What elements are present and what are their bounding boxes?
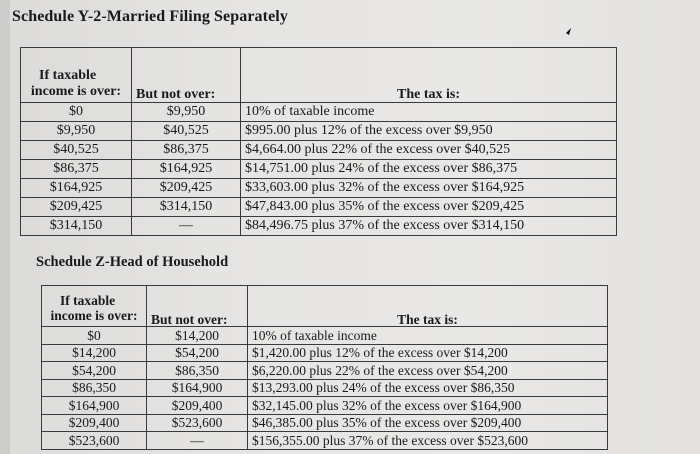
cell-income-over: $54,200 <box>42 362 147 380</box>
table-header-row <box>42 286 608 327</box>
cell-tax: $32,145.00 plus 32% of the excess over $164,900 <box>248 397 608 415</box>
table-row <box>21 141 617 160</box>
schedule-y-title: Schedule Y-2-Married Filing Separately <box>12 8 288 25</box>
table-row <box>21 217 617 236</box>
table-row <box>21 122 617 141</box>
schedule-z-title: Schedule Z-Head of Household <box>36 254 229 270</box>
schedule-y-table <box>20 47 617 236</box>
schedule-y-body <box>21 48 617 236</box>
table-row <box>42 327 608 345</box>
cell-not-over: $9,950 <box>132 103 241 122</box>
page-edge <box>0 0 10 454</box>
cell-not-over: $209,425 <box>132 179 241 198</box>
cell-not-over: $86,350 <box>147 362 248 380</box>
table-row <box>42 397 608 415</box>
table-header-row <box>21 48 617 103</box>
cell-tax: $46,385.00 plus 35% of the excess over $209,400 <box>248 414 608 432</box>
cell-income-over: $164,925 <box>21 179 132 198</box>
cell-not-over: — <box>132 217 241 236</box>
cell-income-over: $164,900 <box>42 397 147 415</box>
cell-income-over: $14,200 <box>42 344 147 362</box>
cell-tax: $47,843.00 plus 35% of the excess over $209,425 <box>241 198 617 217</box>
cell-income-over: $314,150 <box>21 217 132 236</box>
table-row <box>42 432 608 450</box>
header-not-over: But not over: <box>132 48 241 103</box>
header-tax-is: The tax is: <box>241 48 617 103</box>
mouse-pointer-icon <box>559 26 573 40</box>
cell-not-over: $14,200 <box>147 327 248 345</box>
cell-income-over: $209,400 <box>42 414 147 432</box>
cell-income-over: $209,425 <box>21 198 132 217</box>
cell-not-over: $314,150 <box>132 198 241 217</box>
cell-tax: $33,603.00 plus 32% of the excess over $164,925 <box>241 179 617 198</box>
header-income-over: If taxable income is over: <box>21 48 132 103</box>
schedule-z-table <box>41 285 608 450</box>
cell-income-over: $523,600 <box>42 432 147 450</box>
cell-not-over: $209,400 <box>147 397 248 415</box>
cell-not-over: $164,925 <box>132 160 241 179</box>
table-row <box>42 414 608 432</box>
table-row <box>21 103 617 122</box>
table-row <box>42 379 608 397</box>
header-income-over: If taxable income is over: <box>42 286 147 327</box>
cell-not-over: $164,900 <box>147 379 248 397</box>
cell-income-over: $86,350 <box>42 379 147 397</box>
schedule-z-body <box>42 286 608 450</box>
cell-not-over: — <box>147 432 248 450</box>
table-row <box>42 344 608 362</box>
cell-income-over: $9,950 <box>21 122 132 141</box>
cell-tax: $995.00 plus 12% of the excess over $9,950 <box>241 122 617 141</box>
cell-not-over: $54,200 <box>147 344 248 362</box>
cell-tax: $6,220.00 plus 22% of the excess over $54,200 <box>248 362 608 380</box>
cell-tax: $156,355.00 plus 37% of the excess over $523,600 <box>248 432 608 450</box>
table-row <box>42 362 608 380</box>
cell-not-over: $523,600 <box>147 414 248 432</box>
header-tax-is: The tax is: <box>248 286 608 327</box>
cell-tax: $14,751.00 plus 24% of the excess over $86,375 <box>241 160 617 179</box>
cell-tax: $4,664.00 plus 22% of the excess over $40,525 <box>241 141 617 160</box>
header-not-over: But not over: <box>147 286 248 327</box>
cell-tax: $1,420.00 plus 12% of the excess over $14,200 <box>248 344 608 362</box>
cell-not-over: $40,525 <box>132 122 241 141</box>
table-row <box>21 198 617 217</box>
cell-income-over: $40,525 <box>21 141 132 160</box>
table-row <box>21 160 617 179</box>
cell-tax: $13,293.00 plus 24% of the excess over $86,350 <box>248 379 608 397</box>
cell-tax: $84,496.75 plus 37% of the excess over $314,150 <box>241 217 617 236</box>
table-row <box>21 179 617 198</box>
cell-not-over: $86,375 <box>132 141 241 160</box>
cell-income-over: $86,375 <box>21 160 132 179</box>
cell-tax: 10% of taxable income <box>248 327 608 345</box>
cell-income-over: $0 <box>21 103 132 122</box>
cell-tax: 10% of taxable income <box>241 103 617 122</box>
cell-income-over: $0 <box>42 327 147 345</box>
